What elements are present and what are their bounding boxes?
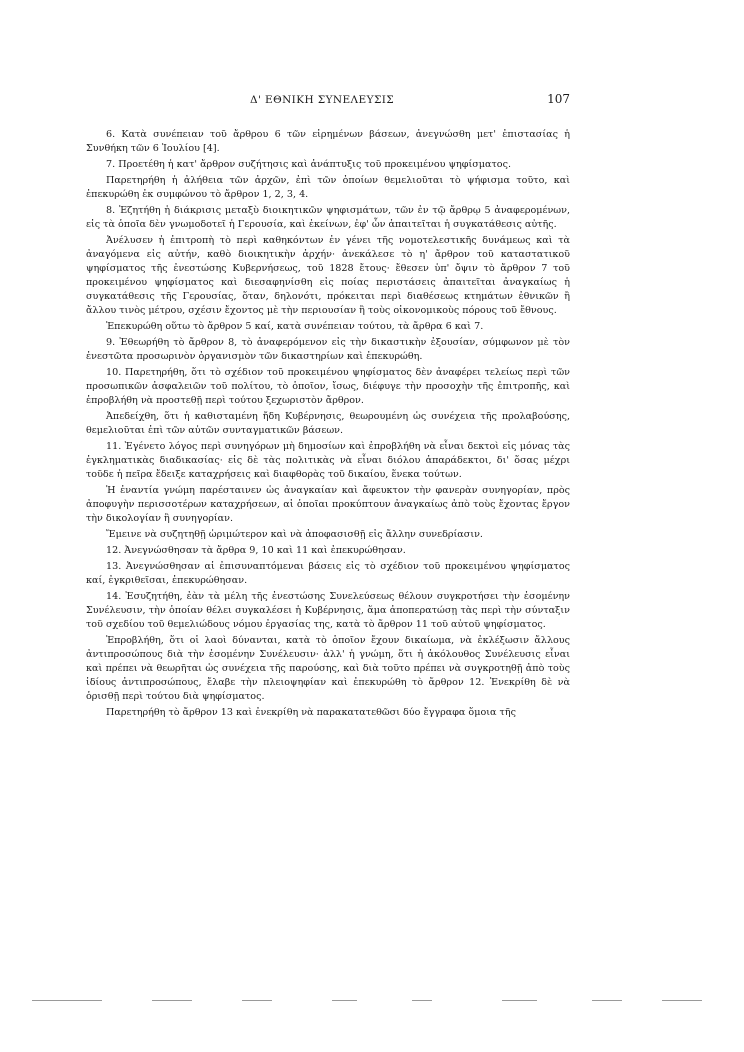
- paragraph: 9. Ἐθεωρήθη τὸ ἄρθρον 8, τὸ ἀναφερόμενον εἰς τὴν δικαστικὴν ἐξουσίαν, σύμφωνον μὲ τὸν ἐνεστῶτα προσωρινὸν ὀργανισμὸν τῶν δικαστηρίων καὶ ἐπεκυρώθη.: [86, 337, 570, 362]
- body-text: [86, 128, 570, 722]
- paragraph: Παρετηρήθη ἡ ἀλήθεια τῶν ἀρχῶν, ἐπὶ τῶν ὁποίων θεμελιοῦται τὸ ψήφισμα τοῦτο, καὶ ἐπεκυρώθη ἐκ συμφώνου τὸ ἄρθρον 1, 2, 3, 4.: [86, 175, 570, 200]
- scan-mark: [502, 1000, 537, 1001]
- paragraph: 11. Ἐγένετο λόγος περὶ συνηγόρων μὴ δημοσίων καὶ ἐπροβλήθη νὰ εἶναι δεκτοὶ εἰς μόνας τὰς ἐγκληματικὰς διαδικασίας· εἰς δὲ τὰς πολιτικὰς νὰ εἶναι διόλου ἀπαράδεκτοι, δι' ὅσας μέχρι τοῦδε ἡ πεῖρα ἔδειξε καταχρήσεις καὶ διαφθορὰς τοῦ δικαίου, ἕνεκα τούτων.: [86, 441, 570, 480]
- scan-artifact-marks: [32, 1000, 712, 1006]
- scan-mark: [152, 1000, 192, 1001]
- scan-mark: [412, 1000, 432, 1001]
- paragraph: 13. Ἀνεγνώσθησαν αἱ ἐπισυναπτόμεναι βάσεις εἰς τὸ σχέδιον τοῦ προκειμένου ψηφίσματος καί, ἐγκριθεῖσαι, ἐπεκυρώθησαν.: [86, 561, 570, 586]
- paragraph: Παρετηρήθη τὸ ἄρθρον 13 καὶ ἐνεκρίθη νὰ παρακατατεθῶσι δύο ἔγγραφα ὅμοια τῆς: [106, 707, 516, 718]
- paragraph: 12. Ἀνεγνώσθησαν τὰ ἄρθρα 9, 10 καὶ 11 καὶ ἐπεκυρώθησαν.: [106, 545, 406, 556]
- paragraph: Ἀνέλυσεν ἡ ἐπιτροπὴ τὸ περὶ καθηκόντων ἐν γένει τῆς νομοτελεστικῆς δυνάμεως καὶ τὰ ἀναγόμενα εἰς αὐτήν, καθὸ διοικητικὴν ἀρχήν· ἀνεκάλεσε τὸ η' ἄρθρον τοῦ καταστατικοῦ ψηφίσματος τῆς ἐνεστώσης Κυβερνήσεως, τοῦ 1828 ἔτους· ἔθεσεν ὑπ' ὄψιν τὸ ἄρθρον 7 τοῦ προκειμένου ψηφίσματος καὶ διεσαφηνίσθη εἰς ποίας περιστάσεις ἀπαιτεῖται ἀναγκαίως ἡ συγκατάθεσις τῆς Γερουσίας, ὅταν, δηλονότι, πρόκειται περὶ διαθέσεως κτημάτων ἐθνικῶν ἢ ἄλλου τινὸς μέτρου, σχέσιν ἔχοντος μὲ τὴν περιουσίαν ἢ τοὺς οἰκονομικοὺς πόρους τοῦ ἔθνους.: [86, 235, 570, 316]
- running-head: Δ' ΕΘΝΙΚΗ ΣΥΝΕΛΕΥΣΙΣ: [250, 94, 395, 106]
- scan-mark: [662, 1000, 702, 1001]
- paragraph: Ἔμεινε νὰ συζητηθῇ ὡριμώτερον καὶ νὰ ἀποφασισθῇ εἰς ἄλλην συνεδρίασιν.: [106, 529, 483, 540]
- page-header: [86, 94, 570, 110]
- scan-mark: [332, 1000, 357, 1001]
- scan-mark: [592, 1000, 622, 1001]
- paragraph: Ἀπεδείχθη, ὅτι ἡ καθισταμένη ἤδη Κυβέρνησις, θεωρουμένη ὡς συνέχεια τῆς προλαβούσης, θεμελιοῦται ἐπὶ τῶν αὐτῶν συνταγματικῶν βάσεων.: [86, 411, 570, 436]
- page-number: 107: [547, 92, 570, 106]
- paragraph: 6. Κατὰ συνέπειαν τοῦ ἄρθρου 6 τῶν εἰρημένων βάσεων, ἀνεγνώσθη μετ' ἐπιστασίας ἡ Συνθήκη τῶν 6 Ἰουλίου [4].: [86, 129, 570, 154]
- scan-mark: [242, 1000, 272, 1001]
- paragraph: Ἐπεκυρώθη οὕτω τὸ ἄρθρον 5 καί, κατὰ συνέπειαν τούτου, τὰ ἄρθρα 6 καὶ 7.: [106, 321, 484, 332]
- paragraph: 10. Παρετηρήθη, ὅτι τὸ σχέδιον τοῦ προκειμένου ψηφίσματος δὲν ἀναφέρει τελείως περὶ τῶν προσωπικῶν ἀσφαλειῶν τοῦ πολίτου, τὸ ὁποῖον, ἴσως, διέφυγε τὴν προσοχὴν τῆς ἐπιτροπῆς, καὶ ἐπροβλήθη νὰ προστεθῇ περὶ τούτου ξεχωριστὸν ἄρθρον.: [86, 367, 570, 406]
- paragraph: Ἡ ἐναντία γνώμη παρέσταινεν ὡς ἀναγκαίαν καὶ ἄφευκτον τὴν φανερὰν συνηγορίαν, πρὸς ἀποφυγὴν περισσοτέρων καταχρήσεων, αἱ ὁποῖαι προκύπτουν ἀναγκαίως ἀπὸ τοὺς ἔχοντας ἔργον τὴν δικολογίαν ἢ συνηγορίαν.: [86, 485, 570, 524]
- paragraph: 14. Ἐσυζητήθη, ἐὰν τὰ μέλη τῆς ἐνεστώσης Συνελεύσεως θέλουν συγκροτήσει τὴν ἐσομένην Συνέλευσιν, τὴν ὁποίαν θέλει συγκαλέσει ἡ Κυβέρνησις, ἅμα ἀποπερατώσῃ τὰς περὶ τὴν σύνταξιν τοῦ σχεδίου τοῦ θεμελιώδους νόμου ἐργασίας της, κατὰ τὸ ἄρθρον 11 τοῦ αὐτοῦ ψηφίσματος.: [86, 591, 570, 630]
- paragraph: 7. Προετέθη ἡ κατ' ἄρθρον συζήτησις καὶ ἀνάπτυξις τοῦ προκειμένου ψηφίσματος.: [106, 159, 511, 170]
- scan-mark: [32, 1000, 102, 1001]
- paragraph: Ἐπροβλήθη, ὅτι οἱ λαοὶ δύνανται, κατὰ τὸ ὁποῖον ἔχουν δικαίωμα, νὰ ἐκλέξωσιν ἄλλους ἀντιπροσώπους διὰ τὴν ἐσομένην Συνέλευσιν· ἀλλ' ἡ γνώμη, ὅτι ἡ ἀκόλουθος Συνέλευσις εἶναι καὶ πρέπει νὰ θεωρῆται ὡς συνέχεια τῆς παρούσης, καὶ διὰ τοῦτο πρέπει νὰ συγκροτηθῇ ἀπὸ τοὺς ἰδίους ἀντιπροσώπους, ἔλαβε τὴν πλειοψηφίαν καὶ ἐπεκυρώθη τὸ ἄρθρον 12. Ἐνεκρίθη δὲ νὰ ὁρισθῇ περὶ τούτου διὰ ψηφίσματος.: [86, 635, 570, 702]
- paragraph: 8. Ἐζητήθη ἡ διάκρισις μεταξὺ διοικητικῶν ψηφισμάτων, τῶν ἐν τῷ ἄρθρῳ 5 ἀναφερομένων, εἰς τὰ ὁποῖα δὲν γνωμοδοτεῖ ἡ Γερουσία, καὶ ἐκείνων, ἐφ' ὧν ἀπαιτεῖται ἡ συγκατάθεσις αὐτῆς.: [86, 205, 570, 230]
